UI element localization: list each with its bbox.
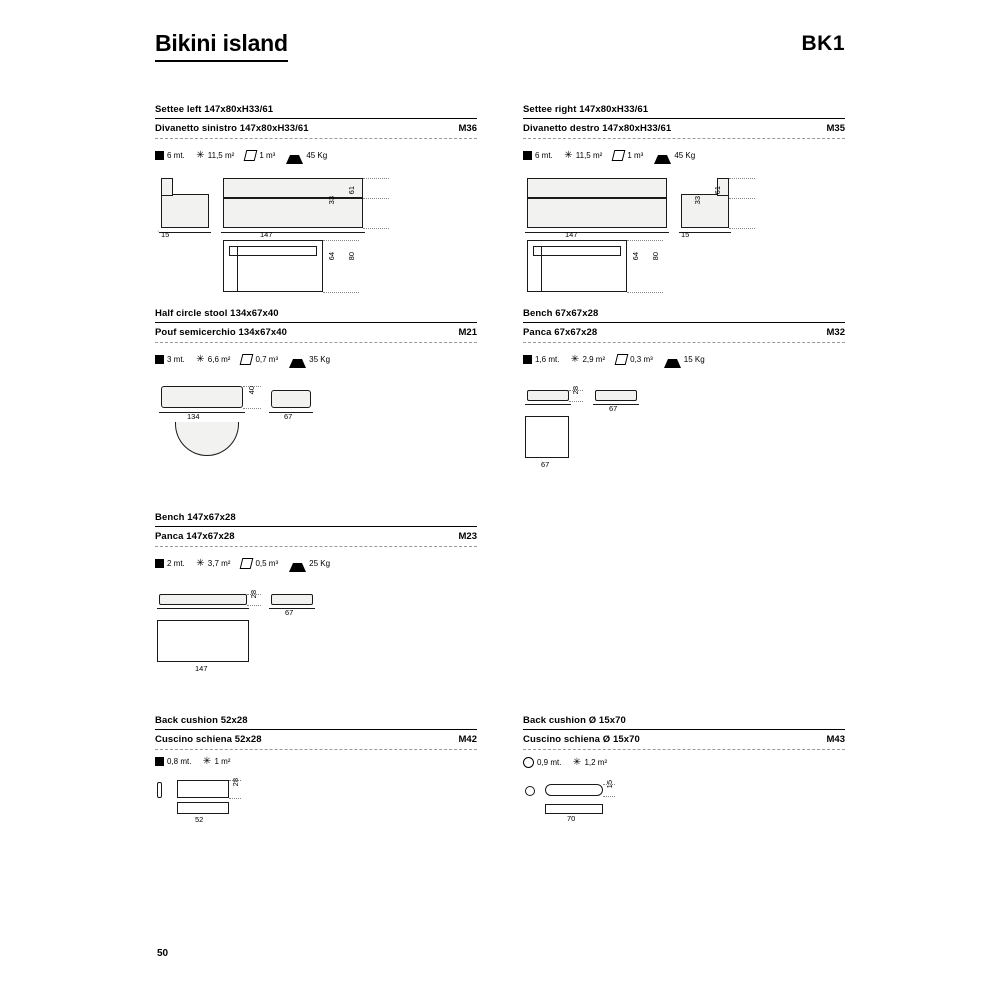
dim-15: 15 <box>681 230 690 239</box>
dim-70: 70 <box>567 814 576 823</box>
side-view-body <box>157 782 162 798</box>
product-code: M32 <box>826 327 845 338</box>
top-view-body <box>177 802 229 814</box>
volume-icon <box>240 354 254 365</box>
area-icon: ✳ <box>564 149 573 161</box>
product-title-it: Panca 67x67x28 <box>523 327 598 338</box>
dim-52: 52 <box>195 815 204 824</box>
front-view-base <box>525 232 669 233</box>
dim-134: 134 <box>187 412 200 421</box>
volume-icon <box>244 150 258 161</box>
product-title-it: Panca 147x67x28 <box>155 531 235 542</box>
product-block-bench-147 <box>155 512 477 700</box>
spec-area: ✳ 1 m² <box>202 756 231 767</box>
volume-icon <box>240 558 254 569</box>
dim-33: 33 <box>693 196 702 205</box>
top-view-outline <box>157 620 249 662</box>
dim-40: 40 <box>247 386 256 395</box>
area-icon: ✳ <box>196 557 205 569</box>
spec-weight: 45 Kg <box>286 146 327 164</box>
front-view-base <box>525 404 571 405</box>
product-title-it: Pouf semicerchio 134x67x40 <box>155 327 287 338</box>
product-block-bench-67 <box>523 308 845 496</box>
product-drawing <box>155 580 477 700</box>
product-code: M35 <box>826 123 845 134</box>
dim-61: 61 <box>347 186 356 195</box>
weight-icon <box>664 350 681 368</box>
dim-147: 147 <box>565 230 578 239</box>
product-drawing <box>155 774 477 834</box>
front-view-seat <box>223 198 363 228</box>
area-icon: ✳ <box>570 353 580 365</box>
spec-area: ✳ 11,5 m² <box>196 149 235 161</box>
side-view-seat <box>681 194 729 228</box>
product-specs <box>155 750 477 766</box>
product-title-it: Divanetto destro 147x80xH33/61 <box>523 123 672 134</box>
product-specs <box>523 343 845 368</box>
spec-weight: 25 Kg <box>289 554 330 572</box>
side-view-body <box>271 594 313 605</box>
front-view-body <box>527 390 569 401</box>
top-view-half-circle <box>175 422 239 456</box>
dim-67: 67 <box>285 608 294 617</box>
spec-area: ✳ 6,6 m² <box>196 353 231 365</box>
product-specs <box>523 750 845 768</box>
product-specs <box>155 343 477 368</box>
circle-icon <box>523 757 534 768</box>
dim-15: 15 <box>161 230 170 239</box>
top-view-back-cushion <box>533 246 621 256</box>
box-icon <box>523 151 532 160</box>
area-icon: ✳ <box>196 149 205 161</box>
front-view-back <box>527 178 667 198</box>
product-drawing <box>523 172 845 292</box>
box-icon <box>155 757 164 766</box>
spec-area: ✳ 1,2 m² <box>572 757 608 768</box>
front-view-body <box>161 386 243 408</box>
spec-length: 0,9 mt. <box>523 757 561 768</box>
product-title-en: Settee left 147x80xH33/61 <box>155 104 477 119</box>
spec-volume: 0,7 m³ <box>241 354 278 365</box>
dim-67-side: 67 <box>609 404 618 413</box>
product-code: M42 <box>458 734 477 745</box>
product-code: M21 <box>458 327 477 338</box>
spec-volume: 0,5 m³ <box>241 558 278 569</box>
side-view-body <box>595 390 637 401</box>
box-icon <box>523 355 532 364</box>
spec-length: 3 mt. <box>155 355 185 364</box>
top-view-edge <box>237 246 238 292</box>
front-view-base <box>157 608 249 609</box>
spec-weight: 15 Kg <box>664 350 705 368</box>
product-block-back-cushion-52 <box>155 715 477 834</box>
spec-area: ✳ 11,5 m² <box>564 149 603 161</box>
product-title-en: Bench 147x67x28 <box>155 512 477 527</box>
dim-33: 33 <box>327 196 336 205</box>
top-view-body <box>545 804 603 814</box>
spec-length: 1,6 mt. <box>523 355 559 364</box>
volume-icon <box>612 150 626 161</box>
dim-28: 28 <box>231 778 240 787</box>
product-title-it: Cuscino schiena 52x28 <box>155 734 262 745</box>
product-title-en: Settee right 147x80xH33/61 <box>523 104 845 119</box>
product-code: M36 <box>458 123 477 134</box>
front-view-back <box>223 178 363 198</box>
dim-147: 147 <box>195 664 208 673</box>
product-code: M23 <box>458 531 477 542</box>
front-view-seat <box>527 198 667 228</box>
box-icon <box>155 151 164 160</box>
volume-icon <box>615 354 629 365</box>
dim-15: 15 <box>605 780 614 789</box>
side-view-back <box>161 178 173 196</box>
spec-weight: 35 Kg <box>289 350 330 368</box>
product-block-settee-right <box>523 104 845 292</box>
weight-icon <box>286 146 303 164</box>
box-icon <box>155 355 164 364</box>
collection-code: BK1 <box>801 32 845 55</box>
spec-length: 2 mt. <box>155 559 185 568</box>
product-block-back-cushion-round <box>523 715 845 836</box>
product-specs <box>155 547 477 572</box>
page-number: 50 <box>157 948 169 959</box>
product-block-settee-left <box>155 104 477 292</box>
product-drawing: · 33 61 64 80 15 147 <box>155 172 477 292</box>
front-view-body <box>545 784 603 796</box>
spec-volume: 0,3 m³ <box>616 354 653 365</box>
weight-icon <box>289 350 306 368</box>
dim-64: 64 <box>631 252 640 261</box>
product-title-it: Cuscino schiena Ø 15x70 <box>523 734 640 745</box>
dim-28: 28 <box>571 386 580 395</box>
front-view-base <box>221 232 365 233</box>
product-drawing <box>523 776 845 836</box>
spec-volume: 1 m³ <box>613 150 643 161</box>
top-view-back-cushion <box>229 246 317 256</box>
product-title-en: Half circle stool 134x67x40 <box>155 308 477 323</box>
area-icon: ✳ <box>196 353 205 365</box>
spec-area: ✳ 2,9 m² <box>570 353 606 365</box>
side-view-seat <box>161 194 209 228</box>
side-view-body <box>271 390 311 408</box>
spec-length: 6 mt. <box>523 151 553 160</box>
top-view-edge <box>541 246 542 292</box>
weight-icon <box>289 554 306 572</box>
top-view-outline <box>525 416 569 458</box>
area-icon: ✳ <box>202 756 212 767</box>
dim-28: 28 <box>249 590 258 599</box>
spec-length: 0,8 mt. <box>155 757 191 766</box>
product-specs <box>523 139 845 164</box>
spec-weight: 45 Kg <box>654 146 695 164</box>
front-view-body <box>177 780 229 798</box>
dim-64: 64 <box>327 252 336 261</box>
dim-67-top: 67 <box>541 460 550 469</box>
product-title-en: Back cushion Ø 15x70 <box>523 715 845 730</box>
weight-icon <box>654 146 671 164</box>
product-title-en: Bench 67x67x28 <box>523 308 845 323</box>
area-icon: ✳ <box>572 757 582 768</box>
product-title-en: Back cushion 52x28 <box>155 715 477 730</box>
page-title: Bikini island <box>155 30 288 62</box>
spec-length: 6 mt. <box>155 151 185 160</box>
front-view-body <box>159 594 247 605</box>
spec-volume: 1 m³ <box>245 150 275 161</box>
box-icon <box>155 559 164 568</box>
product-code: M43 <box>826 734 845 745</box>
product-drawing <box>523 376 845 496</box>
side-view-circle <box>525 786 535 796</box>
dim-67: 67 <box>284 412 293 421</box>
spec-area: ✳ 3,7 m² <box>196 557 231 569</box>
front-view-base <box>159 412 245 413</box>
dim-80: 80 <box>651 252 660 261</box>
dim-80: 80 <box>347 252 356 261</box>
product-specs <box>155 139 477 164</box>
product-title-it: Divanetto sinistro 147x80xH33/61 <box>155 123 309 134</box>
product-drawing <box>155 376 477 496</box>
dim-147: 147 <box>260 230 273 239</box>
product-block-half-circle-stool <box>155 308 477 496</box>
dim-61: 61 <box>713 186 722 195</box>
